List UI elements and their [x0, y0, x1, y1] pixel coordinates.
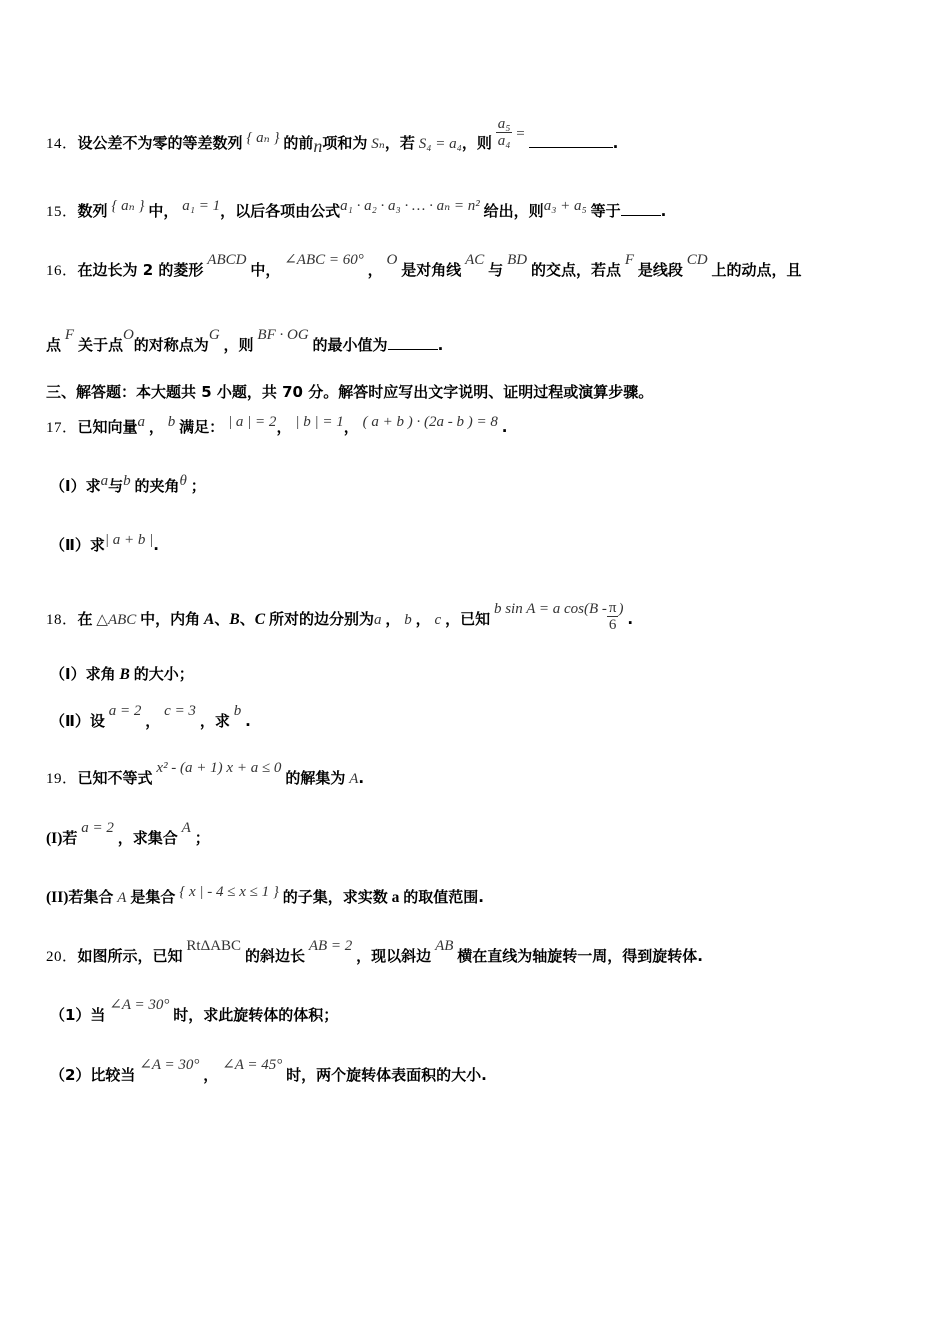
- text: .: [660, 202, 667, 220]
- formula: a₁ · a₂ · a₃ · … · aₙ = n²: [340, 198, 480, 214]
- formula: a = 2: [108, 703, 142, 719]
- text: 满足：: [179, 418, 225, 436]
- text: ，若: [384, 134, 415, 153]
- formula: θ: [179, 473, 187, 489]
- formula: a: [374, 612, 382, 629]
- text: ，: [203, 1066, 219, 1084]
- part-label: (II): [46, 889, 69, 906]
- answer-blank: [529, 133, 613, 148]
- equals-sign: =: [516, 126, 525, 143]
- formula: AC: [465, 252, 485, 268]
- formula: △ABC: [96, 612, 137, 629]
- text: 的取值范围.: [403, 888, 484, 906]
- text: 的解集为: [285, 769, 346, 787]
- text: 若集合: [68, 888, 114, 906]
- formula: ∠A = 45°: [222, 1057, 283, 1073]
- text: 上的动点，且: [711, 261, 802, 279]
- question-19: [46, 760, 950, 788]
- text: ，: [415, 610, 431, 629]
- text: 横在直线为轴旋转一周，得到旋转体.: [457, 947, 703, 965]
- question-number: 19．: [46, 771, 78, 787]
- question-17-part-2: [50, 534, 950, 555]
- text: .: [358, 769, 365, 787]
- formula: O: [122, 327, 134, 343]
- text: ，: [343, 418, 359, 436]
- text: ；: [194, 829, 210, 847]
- text: 的对称点为: [133, 336, 209, 354]
- fraction-pi-6: [607, 600, 619, 633]
- text: ，: [145, 712, 161, 730]
- text: .: [501, 418, 508, 436]
- text: .: [245, 712, 251, 730]
- text: ，现以斜边: [356, 947, 432, 965]
- formula: BF · OG: [257, 327, 309, 343]
- part-label: （Ⅱ）求: [50, 536, 105, 554]
- text: 时，两个旋转体表面积的大小.: [286, 1066, 487, 1084]
- formula: b: [167, 414, 176, 430]
- question-15: [46, 200, 950, 221]
- text: ，: [367, 261, 383, 279]
- question-14: [46, 116, 950, 161]
- formula: { x | - 4 ≤ x ≤ 1 }: [179, 884, 279, 900]
- formula: S₄ = a₄: [418, 136, 462, 153]
- formula: ( a + b ) · (2a - b ) = 8: [362, 414, 498, 430]
- question-number: 17．: [46, 420, 78, 436]
- formula: ∠A = 30°: [109, 997, 170, 1013]
- text: 中，: [250, 261, 281, 279]
- formula: a₃ + a₅: [543, 198, 587, 214]
- question-17-part-1: [50, 475, 950, 496]
- text: .: [437, 336, 444, 354]
- angle-label: B: [119, 666, 130, 683]
- formula: { aₙ }: [111, 198, 145, 214]
- text: 等于: [590, 202, 621, 220]
- numerator: a₅: [497, 116, 511, 132]
- formula: G: [208, 327, 220, 343]
- formula: A: [181, 820, 191, 836]
- formula: { aₙ }: [246, 130, 280, 147]
- text: 项和为: [322, 134, 368, 153]
- text: ，: [148, 418, 164, 436]
- numerator: π: [608, 600, 617, 616]
- question-18-part-1: [50, 663, 950, 684]
- text: .: [612, 134, 619, 153]
- formula: a₁ = 1: [182, 198, 221, 214]
- denominator: a₄: [497, 133, 511, 149]
- text: 的大小；: [133, 665, 194, 683]
- text: 若: [62, 829, 78, 847]
- text: 如图所示，已知: [77, 947, 183, 965]
- formula: | a + b |: [104, 532, 154, 548]
- formula: a = 2: [81, 820, 114, 836]
- text: ，则: [461, 134, 492, 153]
- section-header: [46, 381, 950, 402]
- formula: ∠A = 30°: [139, 1057, 200, 1073]
- question-number: 18．: [46, 612, 78, 629]
- question-16: [46, 252, 950, 280]
- text: 在: [77, 610, 93, 629]
- text: 的前: [283, 134, 314, 153]
- question-19-part-1: [46, 820, 950, 848]
- text: 与: [488, 261, 504, 279]
- part-label: （2）比较当: [50, 1066, 136, 1084]
- part-label: （Ⅰ）求: [50, 477, 101, 495]
- fraction-a5-a4: [496, 116, 513, 149]
- text: 已知不等式: [77, 769, 153, 787]
- text: 是集合: [130, 888, 176, 906]
- text: 的最小值为: [312, 336, 388, 354]
- question-number: 14．: [46, 136, 78, 153]
- question-20-part-2: [50, 1057, 950, 1085]
- question-19-part-2: [46, 886, 950, 907]
- formula: ): [618, 601, 624, 618]
- formula: | a | = 2: [228, 414, 277, 430]
- formula: RtΔABC: [186, 938, 242, 954]
- denominator: 6: [608, 617, 617, 633]
- text: 的交点，若点: [530, 261, 621, 279]
- text: 中，: [148, 202, 179, 220]
- question-16-line-2: [46, 327, 950, 355]
- question-number: 16．: [46, 263, 78, 279]
- formula: b sin A = a cos(B -: [493, 601, 607, 618]
- text: 、: [239, 610, 255, 629]
- formula: AB = 2: [308, 938, 353, 954]
- text: ；: [190, 477, 206, 495]
- question-number: 20．: [46, 949, 78, 965]
- text: ，: [385, 610, 401, 629]
- question-18-part-2: [50, 703, 950, 731]
- part-label: （Ⅰ）求角: [50, 665, 116, 683]
- formula: | b | = 1: [295, 414, 344, 430]
- text: .: [153, 536, 159, 554]
- formula: Sₙ: [371, 136, 385, 153]
- formula: F: [624, 252, 634, 268]
- part-label: (I): [46, 830, 63, 847]
- text: ，以后各项由公式: [220, 202, 341, 220]
- part-label: （1）当: [50, 1006, 106, 1024]
- formula: n: [313, 136, 323, 157]
- formula: b: [123, 473, 131, 489]
- text: ，则: [223, 336, 254, 354]
- text: 在边长为 2 的菱形: [77, 261, 204, 279]
- answer-blank: [621, 201, 661, 216]
- formula: b: [233, 703, 242, 719]
- text: 已知向量: [77, 418, 138, 436]
- formula: AB: [435, 938, 454, 954]
- formula: x² - (a + 1) x + a ≤ 0: [156, 760, 282, 776]
- section-title: 三、解答题：本大题共 5 小题，共 70 分。解答时应写出文字说明、证明过程或演算步骤。: [46, 383, 654, 401]
- text: .: [627, 610, 634, 629]
- formula: a: [100, 473, 109, 489]
- question-20: [46, 938, 950, 966]
- formula: CD: [686, 252, 708, 268]
- text: 数列: [77, 202, 108, 220]
- angle-label: A: [204, 611, 215, 629]
- formula: BD: [507, 252, 528, 268]
- formula: O: [386, 252, 398, 268]
- text: 、: [214, 610, 230, 629]
- question-18: [46, 600, 950, 637]
- text: 与: [108, 477, 124, 495]
- answer-blank: [388, 335, 438, 350]
- formula: A: [349, 771, 359, 787]
- text: 给出，则: [483, 202, 544, 220]
- question-17: [46, 416, 950, 437]
- part-label: （Ⅱ）设: [50, 712, 105, 730]
- text: 的夹角: [134, 477, 180, 495]
- question-20-part-1: [50, 997, 950, 1025]
- question-number: 15．: [46, 204, 78, 220]
- angle-label: C: [254, 611, 266, 629]
- text: 中，内角: [140, 610, 201, 629]
- formula: ∠ABC = 60°: [284, 252, 364, 268]
- text: 是对角线: [401, 261, 462, 279]
- formula: c: [434, 612, 442, 629]
- formula: a: [137, 414, 146, 430]
- text: ，已知: [445, 610, 491, 629]
- text: ，求集合: [117, 829, 178, 847]
- formula: F: [64, 327, 75, 343]
- angle-label: B: [229, 611, 240, 629]
- formula: b: [404, 612, 412, 629]
- formula: c = 3: [164, 703, 196, 719]
- text: ，求: [199, 712, 230, 730]
- text: ，: [276, 418, 292, 436]
- text: 的子集，求实数: [282, 888, 388, 906]
- text: 设公差不为零的等差数列: [77, 134, 243, 153]
- text: 点: [46, 336, 62, 354]
- text: 是线段: [637, 261, 683, 279]
- text: 的斜边长: [244, 947, 305, 965]
- text: 关于点: [77, 336, 123, 354]
- formula: A: [117, 890, 127, 906]
- text: 所对的边分别为: [268, 610, 374, 629]
- formula: ABCD: [207, 252, 247, 268]
- text: 时，求此旋转体的体积；: [173, 1006, 339, 1024]
- variable-a: a: [391, 889, 400, 906]
